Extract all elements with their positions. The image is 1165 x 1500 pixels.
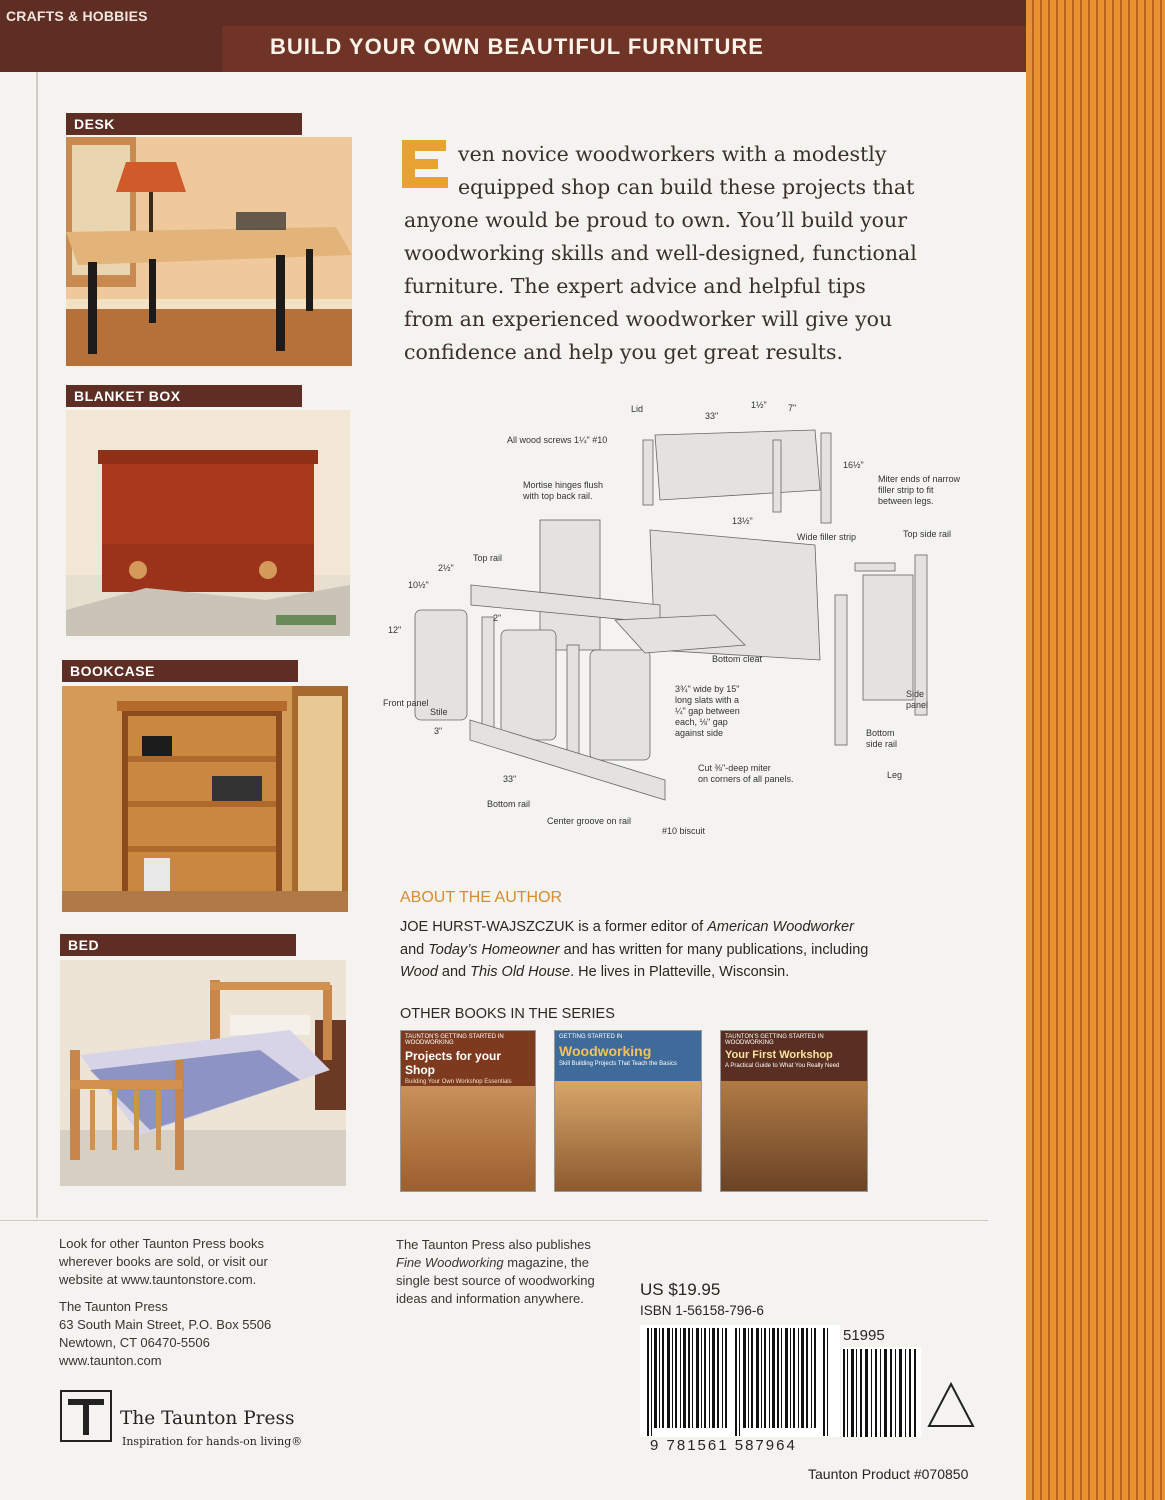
label-biscuit: #10 biscuit	[662, 826, 706, 836]
desk-photo	[66, 137, 352, 366]
taunton-logo-icon	[60, 1390, 112, 1442]
frame-line	[36, 72, 38, 1218]
label-dim: 33"	[503, 774, 517, 784]
label-slats: ¼" gap between	[675, 706, 740, 716]
author-bio	[400, 916, 980, 984]
label-dim: 10½"	[408, 580, 429, 590]
bio-text: and has written for many publications, including	[559, 941, 869, 958]
label-bottom-side-rail: Bottom	[866, 728, 895, 738]
label-dim: 12"	[388, 625, 402, 635]
footer-line: wherever books are sold, or visit our	[59, 1254, 268, 1269]
category-label: CRAFTS & HOBBIES	[6, 8, 148, 24]
label-front: Front panel	[383, 698, 429, 708]
book-title: Projects for your Shop	[405, 1049, 502, 1077]
logo-tagline: Inspiration for hands-on living®	[122, 1435, 303, 1448]
label-miter: between legs.	[878, 496, 934, 506]
logo-name: The Taunton Press	[120, 1408, 295, 1429]
intro-line: from an experienced woodworker will give you	[404, 307, 893, 331]
book-cover-your-first-workshop	[720, 1030, 868, 1192]
label-toprail: Top rail	[473, 553, 503, 563]
label-side: Side	[906, 689, 925, 699]
book-subtitle: Skill Building Projects That Teach the Basics	[559, 1061, 677, 1067]
address-line: www.taunton.com	[59, 1353, 162, 1368]
label-leg: Leg	[887, 770, 903, 780]
label-lid: Lid	[631, 404, 644, 414]
label-dim: 7"	[788, 403, 797, 413]
label-screws: All wood screws 1¼" #10	[507, 435, 608, 445]
label-cleat: Bottom cleat	[712, 654, 763, 664]
product-number: Taunton Product #070850	[808, 1466, 969, 1482]
label-bottom-side-rail: side rail	[866, 739, 898, 749]
intro-line: equipped shop can build these projects that	[458, 175, 915, 199]
label-slats: against side	[675, 728, 724, 738]
label-dim: 2½"	[438, 563, 454, 573]
address-line: Newtown, CT 06470-5506	[59, 1335, 210, 1350]
book-kicker: GETTING STARTED IN	[559, 1034, 623, 1040]
label-mortise: with top back rail.	[523, 491, 593, 501]
label-miter: filler strip to fit	[878, 485, 934, 495]
bio-text: . He lives in Platteville, Wisconsin.	[570, 964, 790, 980]
book-cover-woodworking	[554, 1030, 702, 1192]
address-line: 63 South Main Street, P.O. Box 5506	[59, 1317, 272, 1332]
price: US $19.95	[640, 1280, 721, 1299]
magazine-title: Fine Woodworking	[396, 1255, 504, 1270]
cover-title: BUILD YOUR OWN BEAUTIFUL FURNITURE	[270, 34, 764, 59]
intro-line: confidence and help you get great results.	[404, 340, 844, 364]
divider	[0, 1220, 988, 1221]
header-band	[0, 0, 1026, 72]
intro-line: ven novice woodworkers with a modestly	[458, 142, 887, 166]
label-miter: Miter ends of narrow	[878, 474, 961, 484]
label-dim: 13½"	[732, 516, 753, 526]
book-kicker: TAUNTON'S GETTING STARTED IN WOODWORKING	[725, 1034, 824, 1046]
label-slats: long slats with a	[675, 695, 740, 705]
intro-line: woodworking skills and well-designed, functional	[404, 241, 917, 265]
footer-line: magazine, the	[503, 1255, 589, 1270]
label-bottomrail: Bottom rail	[487, 799, 531, 809]
label-slats: each, ⅛" gap	[675, 717, 728, 727]
label-mortise: Mortise hinges flush	[523, 480, 604, 490]
label-stile: Stile	[430, 707, 448, 717]
book-photo	[721, 1081, 867, 1191]
footer-line: Look for other Taunton Press books	[59, 1236, 264, 1251]
bio-text: JOE HURST-WAJSZCZUK is a former editor of	[400, 919, 708, 935]
bio-text: and	[400, 941, 429, 958]
series-heading: OTHER BOOKS IN THE SERIES	[400, 1006, 615, 1022]
bio-italic: This Old House	[470, 964, 571, 980]
project-label-blanket-box: BLANKET BOX	[74, 388, 181, 404]
footer-line: website at www.tauntonstore.com.	[59, 1272, 257, 1287]
project-label-bed: BED	[68, 937, 100, 953]
drop-cap	[402, 138, 450, 190]
look-for-text	[59, 1235, 268, 1289]
book-photo	[555, 1081, 701, 1191]
publisher-logo	[60, 1390, 112, 1447]
project-label-desk: DESK	[66, 113, 302, 135]
intro-line: anyone would be proud to own. You’ll build your	[404, 208, 908, 232]
bio-italic: Today’s Homeowner	[428, 941, 560, 958]
label-groove: Center groove on rail	[547, 816, 632, 826]
label-cut: Cut ⅜"-deep miter	[698, 763, 771, 773]
book-subtitle: A Practical Guide to What You Really Need	[725, 1063, 840, 1069]
bio-italic: Wood	[400, 964, 438, 980]
barcode-digits: 9 781561 587964	[650, 1437, 797, 1454]
label-cut: on corners of all panels.	[698, 774, 794, 784]
bio-italic: American Woodworker	[707, 919, 854, 935]
address-line: The Taunton Press	[59, 1299, 168, 1314]
bio-text: and	[437, 964, 471, 980]
label-slats: 3¾" wide by 15"	[675, 684, 740, 694]
book-cover-projects-for-your-shop	[400, 1030, 536, 1192]
label-wide: Wide filler strip	[797, 532, 857, 542]
label-dim: 2"	[493, 613, 502, 623]
exploded-diagram	[375, 395, 975, 845]
isbn: ISBN 1-56158-796-6	[640, 1303, 764, 1318]
label-dim: 3"	[434, 726, 443, 736]
book-title: Your First Workshop	[725, 1049, 833, 1061]
publishes-text	[396, 1236, 595, 1308]
footer-line: ideas and information anywhere.	[396, 1291, 584, 1306]
label-topside: Top side rail	[903, 529, 952, 539]
label-dim: 16½"	[843, 460, 864, 470]
project-label-bookcase: BOOKCASE	[70, 663, 155, 679]
barcode	[645, 1328, 837, 1436]
triangle-icon	[926, 1381, 976, 1434]
label-side: panel	[906, 700, 929, 710]
footer-line: single best source of woodworking	[396, 1273, 595, 1288]
label-dim: 1½"	[751, 400, 767, 410]
footer-line: The Taunton Press also publishes	[396, 1237, 591, 1252]
label-dim: 33"	[705, 411, 719, 421]
price-addon-code: 51995	[843, 1327, 885, 1344]
author-heading: ABOUT THE AUTHOR	[400, 889, 563, 906]
book-title: Woodworking	[559, 1043, 652, 1059]
book-kicker: TAUNTON'S GETTING STARTED IN WOODWORKING	[405, 1034, 504, 1046]
intro-line: furniture. The expert advice and helpful tips	[404, 274, 866, 298]
bookcase-photo	[62, 686, 348, 912]
spine-stripes	[1026, 0, 1165, 1500]
publisher-address	[59, 1298, 271, 1370]
bed-photo	[60, 960, 346, 1186]
blanket-box-photo	[66, 410, 350, 636]
book-photo	[401, 1086, 535, 1191]
addon-barcode	[841, 1347, 921, 1437]
book-subtitle: Building Your Own Workshop Essentials	[405, 1079, 512, 1085]
